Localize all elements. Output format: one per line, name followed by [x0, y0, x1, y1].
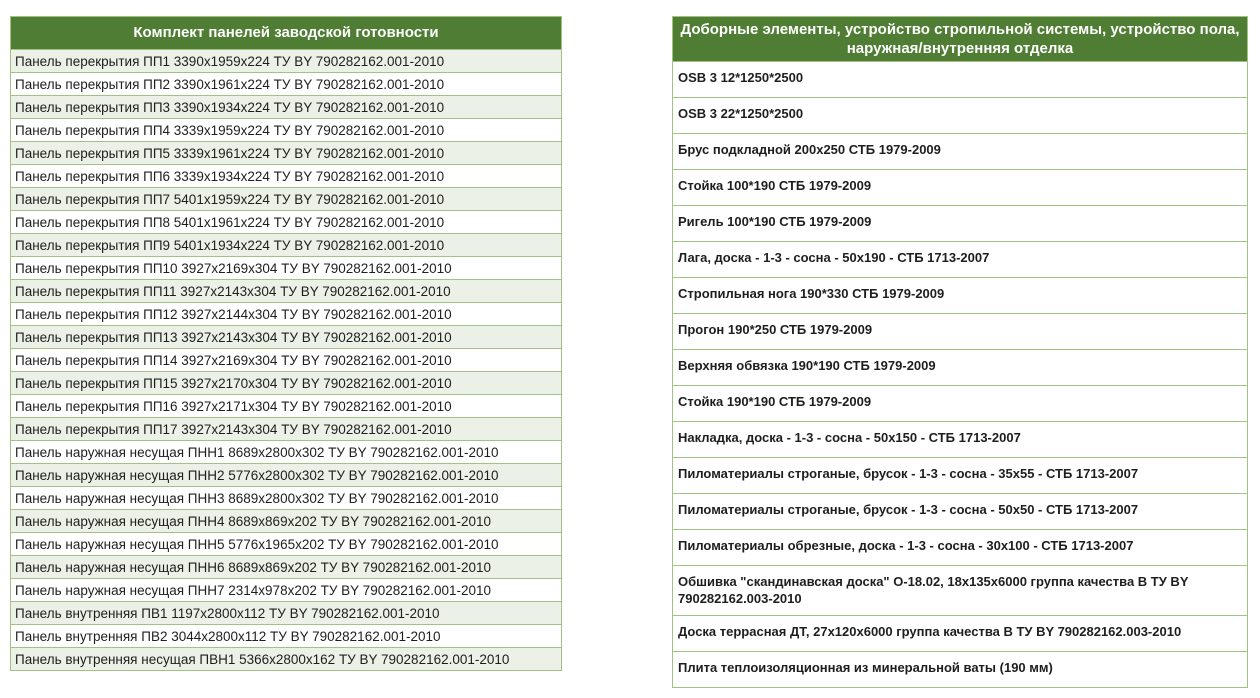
- table-cell: Пиломатериалы обрезные, доска - 1-3 - сосна - 30х100 - СТБ 1713-2007: [673, 530, 1248, 566]
- table-cell: Панель наружная несущая ПНН4 8689х869х202 ТУ BY 790282162.001-2010: [11, 510, 562, 533]
- table-cell: Панель перекрытия ПП3 3390х1934х224 ТУ BY 790282162.001-2010: [11, 96, 562, 119]
- factory-panels-table-title: Комплект панелей заводской готовности: [11, 17, 562, 50]
- table-cell: Плита теплоизоляционная из минеральной ваты (190 мм): [673, 652, 1248, 688]
- table-header-row: [11, 17, 562, 50]
- table-cell: Лага, доска - 1-3 - сосна - 50х190 - СТБ 1713-2007: [673, 242, 1248, 278]
- table-cell: Панель перекрытия ПП2 3390х1961х224 ТУ BY 790282162.001-2010: [11, 73, 562, 96]
- table-row: [673, 652, 1248, 688]
- table-cell: Панель перекрытия ПП12 3927х2144х304 ТУ BY 790282162.001-2010: [11, 303, 562, 326]
- table-row: [673, 314, 1248, 350]
- table-row: [11, 326, 562, 349]
- table-row: [11, 395, 562, 418]
- additional-elements-table: [672, 16, 1248, 688]
- table-cell: OSB 3 22*1250*2500: [673, 98, 1248, 134]
- table-cell: OSB 3 12*1250*2500: [673, 62, 1248, 98]
- table-row: [673, 530, 1248, 566]
- table-row: [673, 422, 1248, 458]
- table-row: [11, 188, 562, 211]
- table-row: [11, 234, 562, 257]
- table-row: [11, 349, 562, 372]
- table-cell: Верхняя обвязка 190*190 СТБ 1979-2009: [673, 350, 1248, 386]
- table-cell: Прогон 190*250 СТБ 1979-2009: [673, 314, 1248, 350]
- table-row: [673, 98, 1248, 134]
- table-row: [11, 648, 562, 671]
- table-row: [11, 510, 562, 533]
- table-row: [11, 73, 562, 96]
- table-cell: Панель наружная несущая ПНН2 5776х2800х302 ТУ BY 790282162.001-2010: [11, 464, 562, 487]
- table-row: [673, 242, 1248, 278]
- additional-elements-table-title: Доборные элементы, устройство стропильной системы, устройство пола, наружная/внутренняя отделка: [673, 17, 1248, 62]
- table-cell: Доска террасная ДТ, 27х120х6000 группа качества В ТУ BY 790282162.003-2010: [673, 616, 1248, 652]
- table-row: [11, 602, 562, 625]
- table-cell: Панель перекрытия ПП10 3927х2169х304 ТУ BY 790282162.001-2010: [11, 257, 562, 280]
- table-cell: Панель перекрытия ПП16 3927х2171х304 ТУ BY 790282162.001-2010: [11, 395, 562, 418]
- table-header-row: [673, 17, 1248, 62]
- table-cell: Панель внутренняя ПВ2 3044х2800х112 ТУ BY 790282162.001-2010: [11, 625, 562, 648]
- table-cell: Стойка 100*190 СТБ 1979-2009: [673, 170, 1248, 206]
- table-row: [11, 487, 562, 510]
- table-row: [673, 350, 1248, 386]
- table-cell: Панель перекрытия ПП8 5401х1961х224 ТУ BY 790282162.001-2010: [11, 211, 562, 234]
- table-row: [11, 211, 562, 234]
- table-cell: Пиломатериалы строганые, брусок - 1-3 - сосна - 35х55 - СТБ 1713-2007: [673, 458, 1248, 494]
- table-row: [673, 616, 1248, 652]
- table-cell: Стропильная нога 190*330 СТБ 1979-2009: [673, 278, 1248, 314]
- table-row: [673, 566, 1248, 616]
- table-cell: Панель перекрытия ПП4 3339х1959х224 ТУ BY 790282162.001-2010: [11, 119, 562, 142]
- table-row: [673, 206, 1248, 242]
- table-cell: Пиломатериалы строганые, брусок - 1-3 - сосна - 50х50 - СТБ 1713-2007: [673, 494, 1248, 530]
- table-cell: Обшивка "скандинавская доска" О-18.02, 18х135х6000 группа качества В ТУ BY 790282162.003-2010: [673, 566, 1248, 616]
- table-cell: Панель перекрытия ПП11 3927х2143х304 ТУ BY 790282162.001-2010: [11, 280, 562, 303]
- table-cell: Панель перекрытия ПП14 3927х2169х304 ТУ BY 790282162.001-2010: [11, 349, 562, 372]
- table-row: [11, 257, 562, 280]
- table-cell: Брус подкладной 200х250 СТБ 1979-2009: [673, 134, 1248, 170]
- table-row: [11, 50, 562, 73]
- table-cell: Панель перекрытия ПП9 5401х1934х224 ТУ BY 790282162.001-2010: [11, 234, 562, 257]
- table-cell: Панель перекрытия ПП1 3390х1959х224 ТУ BY 790282162.001-2010: [11, 50, 562, 73]
- table-row: [673, 134, 1248, 170]
- table-cell: Панель внутренняя ПВ1 1197х2800х112 ТУ BY 790282162.001-2010: [11, 602, 562, 625]
- table-row: [11, 372, 562, 395]
- table-cell: Панель перекрытия ПП13 3927х2143х304 ТУ BY 790282162.001-2010: [11, 326, 562, 349]
- table-cell: Панель перекрытия ПП15 3927х2170х304 ТУ BY 790282162.001-2010: [11, 372, 562, 395]
- table-cell: Панель перекрытия ПП5 3339х1961х224 ТУ BY 790282162.001-2010: [11, 142, 562, 165]
- table-cell: Панель наружная несущая ПНН3 8689х2800х302 ТУ BY 790282162.001-2010: [11, 487, 562, 510]
- table-row: [11, 625, 562, 648]
- table-row: [673, 170, 1248, 206]
- table-row: [11, 96, 562, 119]
- table-row: [11, 280, 562, 303]
- table-cell: Накладка, доска - 1-3 - сосна - 50х150 - СТБ 1713-2007: [673, 422, 1248, 458]
- table-cell: Панель наружная несущая ПНН1 8689х2800х302 ТУ BY 790282162.001-2010: [11, 441, 562, 464]
- factory-panels-table: [10, 16, 562, 671]
- table-row: [11, 556, 562, 579]
- table-row: [673, 62, 1248, 98]
- table-row: [11, 441, 562, 464]
- table-row: [11, 165, 562, 188]
- table-cell: Панель наружная несущая ПНН7 2314х978х202 ТУ BY 790282162.001-2010: [11, 579, 562, 602]
- table-row: [11, 464, 562, 487]
- table-row: [673, 386, 1248, 422]
- table-row: [11, 418, 562, 441]
- table-row: [11, 119, 562, 142]
- table-row: [11, 142, 562, 165]
- table-row: [673, 278, 1248, 314]
- table-cell: Панель наружная несущая ПНН6 8689х869х202 ТУ BY 790282162.001-2010: [11, 556, 562, 579]
- table-row: [673, 458, 1248, 494]
- table-cell: Панель перекрытия ПП7 5401х1959х224 ТУ BY 790282162.001-2010: [11, 188, 562, 211]
- table-cell: Стойка 190*190 СТБ 1979-2009: [673, 386, 1248, 422]
- table-row: [11, 579, 562, 602]
- table-cell: Ригель 100*190 СТБ 1979-2009: [673, 206, 1248, 242]
- table-cell: Панель наружная несущая ПНН5 5776х1965х202 ТУ BY 790282162.001-2010: [11, 533, 562, 556]
- table-cell: Панель перекрытия ПП17 3927х2143х304 ТУ BY 790282162.001-2010: [11, 418, 562, 441]
- table-row: [11, 303, 562, 326]
- table-cell: Панель перекрытия ПП6 3339х1934х224 ТУ BY 790282162.001-2010: [11, 165, 562, 188]
- table-cell: Панель внутренняя несущая ПВН1 5366х2800х162 ТУ BY 790282162.001-2010: [11, 648, 562, 671]
- table-row: [673, 494, 1248, 530]
- table-row: [11, 533, 562, 556]
